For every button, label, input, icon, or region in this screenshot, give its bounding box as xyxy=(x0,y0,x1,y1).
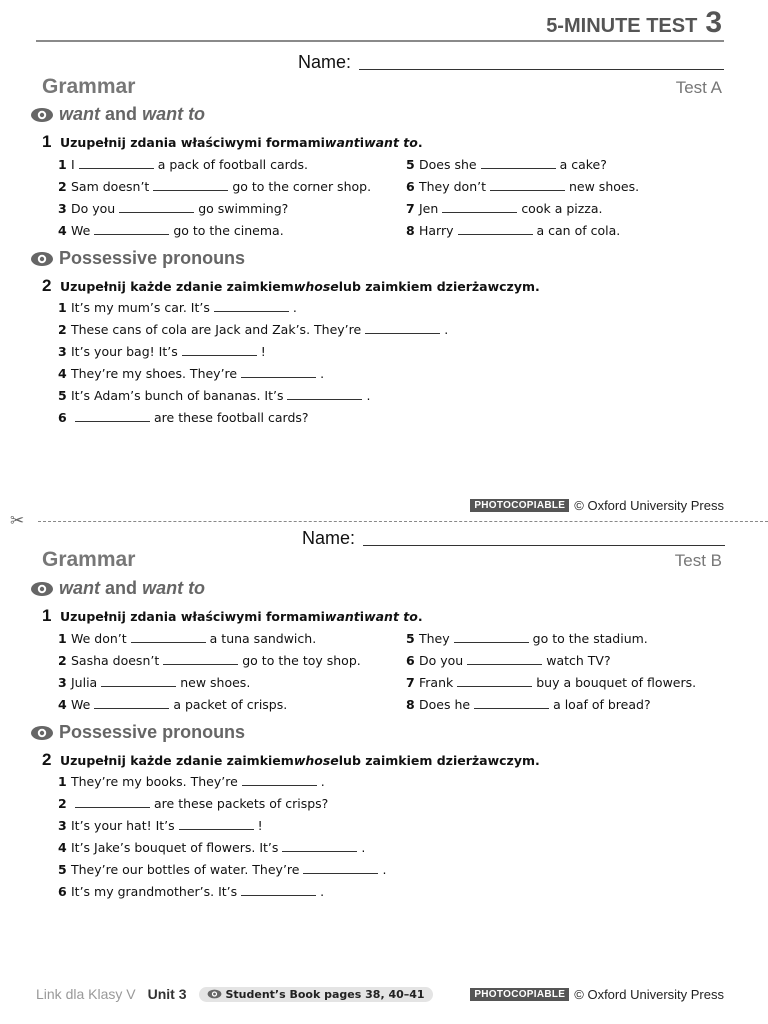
item-text-before: We xyxy=(71,697,91,712)
copyright-text: © Oxford University Press xyxy=(574,498,724,513)
footer xyxy=(36,986,433,1002)
exercise-item xyxy=(58,388,370,403)
exercise-item xyxy=(406,157,607,172)
item-number: 7 xyxy=(406,675,415,690)
exercise-item xyxy=(58,774,325,789)
item-number: 2 xyxy=(58,179,67,194)
answer-blank[interactable] xyxy=(442,201,517,213)
sec-word1: want xyxy=(59,104,101,124)
answer-blank[interactable] xyxy=(454,631,529,643)
answer-blank[interactable] xyxy=(481,157,556,169)
answer-blank[interactable] xyxy=(467,653,542,665)
item-number: 3 xyxy=(58,344,67,359)
answer-blank[interactable] xyxy=(457,675,532,687)
item-number: 1 xyxy=(58,300,67,315)
name-line[interactable] xyxy=(359,69,724,70)
item-text-before: Jen xyxy=(419,201,439,216)
answer-blank[interactable] xyxy=(119,201,194,213)
item-text-before: They’re my books. They’re xyxy=(71,774,238,789)
task-number: 2 xyxy=(42,750,52,769)
answer-blank[interactable] xyxy=(241,884,316,896)
task-text-end: lub zaimkiem dzierżawczym. xyxy=(338,753,540,768)
sec-word1: want xyxy=(59,578,101,598)
item-number: 6 xyxy=(58,410,67,425)
task-text-mid: i xyxy=(359,609,365,624)
exercise-item xyxy=(58,300,297,315)
task-text-mid: i xyxy=(359,135,365,150)
answer-blank[interactable] xyxy=(153,179,228,191)
item-number: 3 xyxy=(58,818,67,833)
exercise-item xyxy=(58,631,316,646)
photocopiable-badge: PHOTOCOPIABLE xyxy=(470,988,569,1001)
item-text-before: They’re our bottles of water. They’re xyxy=(71,862,300,877)
sec-and: and xyxy=(105,104,138,124)
book-reference-text: Student’s Book pages 38, 40–41 xyxy=(225,987,425,1001)
exercise-item xyxy=(58,201,288,216)
item-text-before: Frank xyxy=(419,675,454,690)
scissors-icon: ✂ xyxy=(10,511,25,530)
answer-blank[interactable] xyxy=(75,410,150,422)
item-text-before: They xyxy=(419,631,450,646)
answer-blank[interactable] xyxy=(365,322,440,334)
answer-blank[interactable] xyxy=(241,366,316,378)
answer-blank[interactable] xyxy=(490,179,565,191)
answer-blank[interactable] xyxy=(101,675,176,687)
item-text-after: are these packets of crisps? xyxy=(154,796,329,811)
item-text-before: Harry xyxy=(419,223,454,238)
task-text-pre: Uzupełnij każde zdanie zaimkiem xyxy=(60,279,294,294)
item-text-before: It’s your bag! It’s xyxy=(71,344,178,359)
eye-icon xyxy=(30,725,54,741)
exercise-item xyxy=(58,366,324,381)
exercise-item xyxy=(406,201,603,216)
item-number: 3 xyxy=(58,201,67,216)
item-number: 5 xyxy=(406,631,415,646)
item-text-before: They don’t xyxy=(419,179,486,194)
copyright-text: © Oxford University Press xyxy=(574,987,724,1002)
test-label: Test A xyxy=(675,78,722,97)
item-number: 5 xyxy=(406,157,415,172)
eye-icon xyxy=(30,581,54,597)
item-number: 2 xyxy=(58,796,67,811)
item-text-after: buy a bouquet of flowers. xyxy=(536,675,697,690)
item-text-before: Do you xyxy=(71,201,116,216)
item-text-before: It’s your hat! It’s xyxy=(71,818,175,833)
answer-blank[interactable] xyxy=(182,344,257,356)
task-word1: whose xyxy=(293,279,339,294)
item-text-after: go to the stadium. xyxy=(532,631,648,646)
photocopiable-badge: PHOTOCOPIABLE xyxy=(470,499,569,512)
item-text-after: a packet of crisps. xyxy=(173,697,288,712)
exercise-item xyxy=(58,884,324,899)
exercise-item xyxy=(58,697,287,712)
item-number: 1 xyxy=(58,631,67,646)
section-title: Grammar xyxy=(42,75,136,98)
task-word1: want xyxy=(324,135,360,150)
item-text-after: a loaf of bread? xyxy=(553,697,651,712)
series-name: Link dla Klasy V xyxy=(36,986,136,1002)
task-text-end: . xyxy=(417,609,423,624)
exercise-item xyxy=(406,179,639,194)
task-word1: whose xyxy=(293,753,339,768)
exercise-item xyxy=(58,862,386,877)
item-text-after: . xyxy=(361,840,366,855)
exercise-item xyxy=(58,796,328,811)
item-text-after: go to the corner shop. xyxy=(232,179,372,194)
item-number: 6 xyxy=(406,179,415,194)
section-possessive-heading xyxy=(30,722,245,743)
eye-icon xyxy=(207,989,222,999)
task-word2: want to xyxy=(364,609,418,624)
item-text-before: It’s my grandmother’s. It’s xyxy=(71,884,238,899)
item-text-after: ! xyxy=(260,344,266,359)
section-want-heading xyxy=(30,104,205,125)
item-text-after: ! xyxy=(257,818,263,833)
answer-blank[interactable] xyxy=(474,697,549,709)
item-number: 1 xyxy=(58,157,67,172)
test-title xyxy=(546,6,722,40)
item-text-after: . xyxy=(444,322,449,337)
exercise-item xyxy=(58,344,266,359)
eye-icon xyxy=(30,107,54,123)
answer-blank[interactable] xyxy=(242,774,317,786)
name-field-b[interactable] xyxy=(302,528,725,549)
item-text-after: go to the toy shop. xyxy=(242,653,361,668)
item-text-after: a pack of football cards. xyxy=(157,157,309,172)
eye-icon xyxy=(30,251,54,267)
sec-word2: want to xyxy=(142,104,206,124)
book-reference xyxy=(199,987,433,1002)
item-text-before: I xyxy=(71,157,75,172)
item-number: 6 xyxy=(406,653,415,668)
cut-line xyxy=(38,521,768,522)
section-possessive-heading xyxy=(30,248,245,269)
item-number: 4 xyxy=(58,697,67,712)
item-text-before: Sasha doesn’t xyxy=(71,653,160,668)
name-label: Name: xyxy=(298,52,352,72)
exercise-item xyxy=(406,675,696,690)
task-word2: want to xyxy=(364,135,418,150)
item-text-after: a tuna sandwich. xyxy=(209,631,317,646)
item-text-after: cook a pizza. xyxy=(521,201,603,216)
task-text-end: . xyxy=(417,135,423,150)
exercise-item xyxy=(406,653,611,668)
section-title-text: Possessive pronouns xyxy=(59,248,246,268)
item-text-before: It’s Jake’s bouquet of flowers. It’s xyxy=(71,840,279,855)
item-text-before: Do you xyxy=(419,653,464,668)
item-number: 2 xyxy=(58,322,67,337)
item-text-after: a cake? xyxy=(559,157,607,172)
item-text-before: We xyxy=(71,223,91,238)
answer-blank[interactable] xyxy=(131,631,206,643)
item-text-before: They’re my shoes. They’re xyxy=(71,366,238,381)
task-number: 1 xyxy=(42,606,52,625)
item-text-after: . xyxy=(320,366,325,381)
unit-label: Unit 3 xyxy=(147,986,187,1002)
item-number: 4 xyxy=(58,223,67,238)
answer-blank[interactable] xyxy=(214,300,289,312)
sec-word2: want to xyxy=(142,578,206,598)
item-text-after: a can of cola. xyxy=(536,223,621,238)
item-text-after: are these football cards? xyxy=(154,410,309,425)
task-text-pre: Uzupełnij zdania właściwymi formami xyxy=(60,135,325,150)
name-label: Name: xyxy=(302,528,356,548)
answer-blank[interactable] xyxy=(75,796,150,808)
item-number: 5 xyxy=(58,388,67,403)
answer-blank[interactable] xyxy=(94,697,169,709)
answer-blank[interactable] xyxy=(94,223,169,235)
item-text-before: We don’t xyxy=(71,631,127,646)
item-text-before: Does she xyxy=(419,157,477,172)
task-1-instruction xyxy=(42,132,423,152)
exercise-item xyxy=(58,223,284,238)
exercise-item xyxy=(406,631,648,646)
item-text-before: These cans of cola are Jack and Zak’s. They’re xyxy=(71,322,362,337)
exercise-item xyxy=(58,322,448,337)
answer-blank[interactable] xyxy=(282,840,357,852)
test-title-text: 5-MINUTE TEST xyxy=(546,15,698,37)
section-title-text: Possessive pronouns xyxy=(59,722,246,742)
item-text-after: . xyxy=(292,300,297,315)
item-number: 7 xyxy=(406,201,415,216)
exercise-item xyxy=(58,675,250,690)
exercise-item xyxy=(58,653,361,668)
item-number: 8 xyxy=(406,697,415,712)
item-number: 2 xyxy=(58,653,67,668)
exercise-item xyxy=(406,223,620,238)
task-2-instruction xyxy=(42,276,540,296)
item-text-before: Sam doesn’t xyxy=(71,179,150,194)
task-text-end: lub zaimkiem dzierżawczym. xyxy=(338,279,540,294)
item-text-after: go to the cinema. xyxy=(173,223,284,238)
item-text-after: . xyxy=(320,774,325,789)
item-text-after: new shoes. xyxy=(180,675,251,690)
task-word1: want xyxy=(324,609,360,624)
item-number: 3 xyxy=(58,675,67,690)
item-text-after: new shoes. xyxy=(569,179,640,194)
section-want-heading xyxy=(30,578,205,599)
name-field-a[interactable] xyxy=(298,52,724,73)
answer-blank[interactable] xyxy=(179,818,254,830)
copyright-notice xyxy=(470,498,724,513)
answer-blank[interactable] xyxy=(458,223,533,235)
name-line[interactable] xyxy=(363,545,725,546)
answer-blank[interactable] xyxy=(163,653,238,665)
item-number: 6 xyxy=(58,884,67,899)
item-number: 4 xyxy=(58,366,67,381)
task-number: 1 xyxy=(42,132,52,151)
exercise-item xyxy=(406,697,651,712)
exercise-item xyxy=(58,179,371,194)
item-text-after: . xyxy=(366,388,371,403)
item-text-after: watch TV? xyxy=(546,653,611,668)
top-rule xyxy=(36,40,724,42)
item-text-after: . xyxy=(382,862,387,877)
item-number: 4 xyxy=(58,840,67,855)
item-text-before: Does he xyxy=(419,697,471,712)
task-text-pre: Uzupełnij zdania właściwymi formami xyxy=(60,609,325,624)
test-number: 3 xyxy=(705,6,722,39)
item-number: 5 xyxy=(58,862,67,877)
item-number: 1 xyxy=(58,774,67,789)
task-text-pre: Uzupełnij każde zdanie zaimkiem xyxy=(60,753,294,768)
answer-blank[interactable] xyxy=(303,862,378,874)
section-title: Grammar xyxy=(42,548,136,571)
exercise-item xyxy=(58,157,308,172)
task-1-instruction xyxy=(42,606,423,626)
copyright-notice xyxy=(470,987,724,1002)
answer-blank[interactable] xyxy=(79,157,154,169)
exercise-item xyxy=(58,410,309,425)
exercise-item xyxy=(58,840,365,855)
sec-and: and xyxy=(105,578,138,598)
exercise-item xyxy=(58,818,263,833)
item-text-before: It’s my mum’s car. It’s xyxy=(71,300,210,315)
answer-blank[interactable] xyxy=(287,388,362,400)
test-label: Test B xyxy=(674,551,722,570)
item-number: 8 xyxy=(406,223,415,238)
item-text-after: . xyxy=(320,884,325,899)
item-text-after: go swimming? xyxy=(198,201,289,216)
item-text-before: It’s Adam’s bunch of bananas. It’s xyxy=(71,388,284,403)
item-text-before: Julia xyxy=(71,675,98,690)
task-number: 2 xyxy=(42,276,52,295)
task-2-instruction xyxy=(42,750,540,770)
